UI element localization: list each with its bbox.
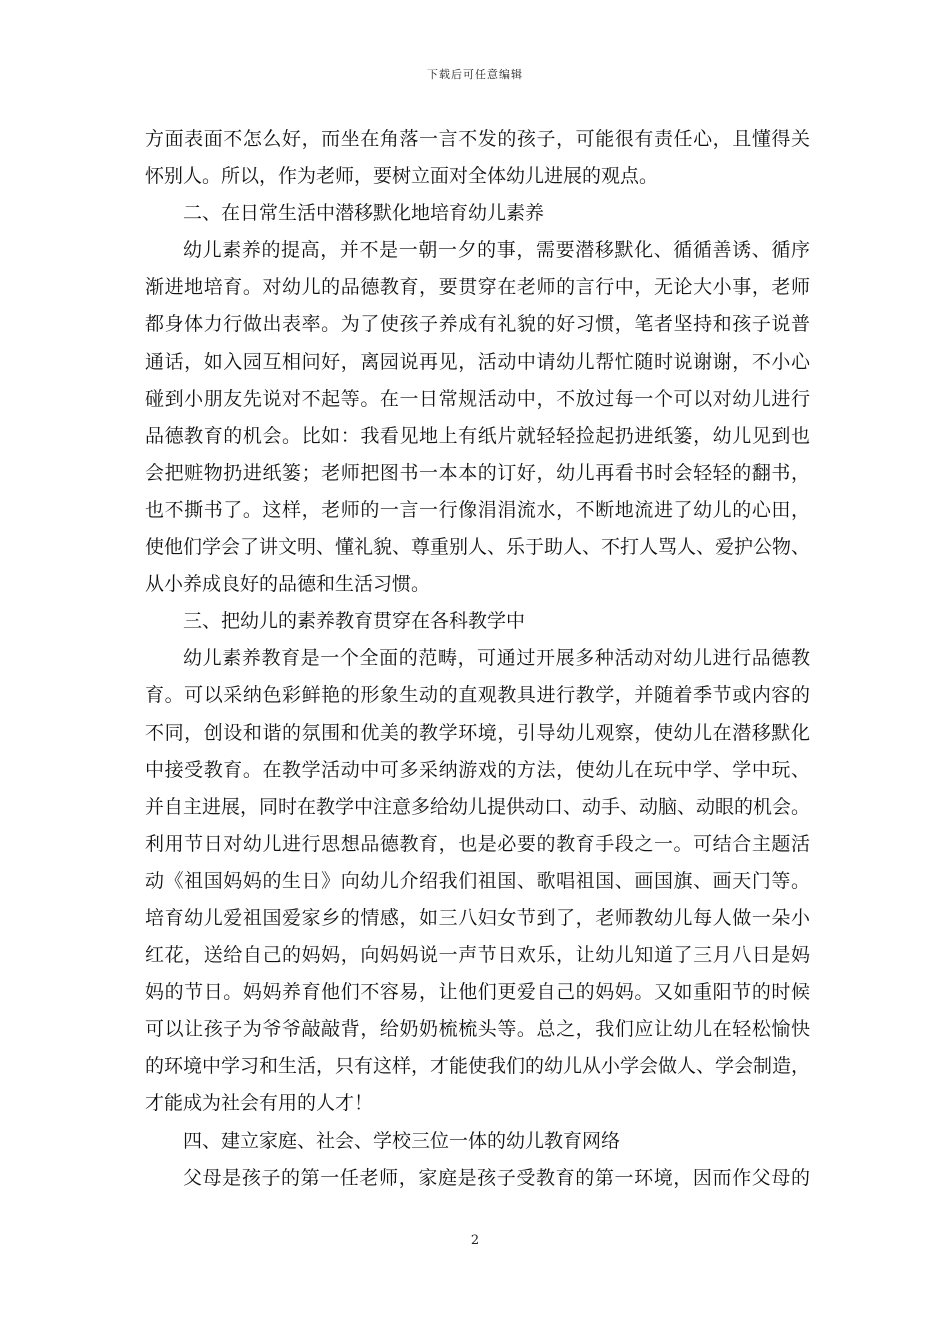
text-line: 也不撕书了。这样，老师的一言一行像涓涓流水，不断地流进了幼儿的心田， [145,498,810,521]
text-line: 碰到小朋友先说对不起等。在一日常规活动中，不放过每一个可以对幼儿进行 [145,387,810,410]
text-line: 利用节日对幼儿进行思想品德教育，也是必要的教育手段之一。可结合主题活 [145,832,810,855]
text-line: 渐进地培育。对幼儿的品德教育，要贯穿在老师的言行中，无论大小事，老师 [145,276,810,299]
text-line: 妈的节日。妈妈养育他们不容易，让他们更爱自己的妈妈。又如重阳节的时候 [145,981,810,1004]
text-line: 二、在日常生活中潜移默化地培育幼儿素养 [183,202,545,225]
text-line: 会把赃物扔进纸篓；老师把图书一本本的订好，幼儿再看书时会轻轻的翻书， [145,461,810,484]
text-line: 可以让孩子为爷爷敲敲背，给奶奶梳梳头等。总之，我们应让幼儿在轻松愉快 [145,1018,810,1041]
text-line: 使他们学会了讲文明、懂礼貌、尊重别人、乐于助人、不打人骂人、爱护公物、 [145,536,810,559]
text-line: 中接受教育。在教学活动中可多采纳游戏的方法，使幼儿在玩中学、学中玩、 [145,758,810,781]
document-body [145,121,810,1197]
text-line: 通话，如入园互相问好，离园说再见，活动中请幼儿帮忙随时说谢谢，不小心 [145,350,810,373]
text-line: 不同，创设和谐的氛围和优美的教学环境，引导幼儿观察，使幼儿在潜移默化 [145,721,810,744]
text-line: 培育幼儿爱祖国爱家乡的情感，如三八妇女节到了，老师教幼儿每人做一朵小 [145,906,810,929]
text-line: 三、把幼儿的素养教育贯穿在各科教学中 [183,610,526,633]
text-line: 都身体力行做出表率。为了使孩子养成有礼貌的好习惯，笔者坚持和孩子说普 [145,313,810,336]
text-line: 四、建立家庭、社会、学校三位一体的幼儿教育网络 [183,1129,621,1152]
text-line: 父母是孩子的第一任老师，家庭是孩子受教育的第一环境，因而作父母的 [183,1166,810,1189]
text-line: 幼儿素养教育是一个全面的范畴，可通过开展多种活动对幼儿进行品德教 [183,647,810,670]
text-line: 怀别人。所以，作为老师，要树立面对全体幼儿进展的观点。 [145,165,659,188]
text-line: 育。可以采纳色彩鲜艳的形象生动的直观教具进行教学，并随着季节或内容的 [145,684,810,707]
text-line: 才能成为社会有用的人才！ [145,1092,374,1115]
text-line: 品德教育的机会。比如：我看见地上有纸片就轻轻捡起扔进纸篓，幼儿见到也 [145,424,810,447]
text-line: 的环境中学习和生活，只有这样，才能使我们的幼儿从小学会做人、学会制造， [145,1055,810,1078]
text-line: 幼儿素养的提高，并不是一朝一夕的事，需要潜移默化、循循善诱、循序 [183,239,810,262]
text-line: 红花，送给自己的妈妈，向妈妈说一声节日欢乐，让幼儿知道了三月八日是妈 [145,944,810,967]
page-number: 2 [470,1233,480,1248]
text-line: 并自主进展，同时在教学中注意多给幼儿提供动口、动手、动脑、动眼的机会。 [145,795,810,818]
page-header: 下载后可任意编辑 [427,68,523,81]
text-line: 从小养成良好的品德和生活习惯。 [145,573,431,596]
text-line: 方面表面不怎么好，而坐在角落一言不发的孩子，可能很有责任心，且懂得关 [145,128,810,150]
text-line: 动《祖国妈妈的生日》向幼儿介绍我们祖国、歌唱祖国、画国旗、画天门等。 [145,869,810,892]
